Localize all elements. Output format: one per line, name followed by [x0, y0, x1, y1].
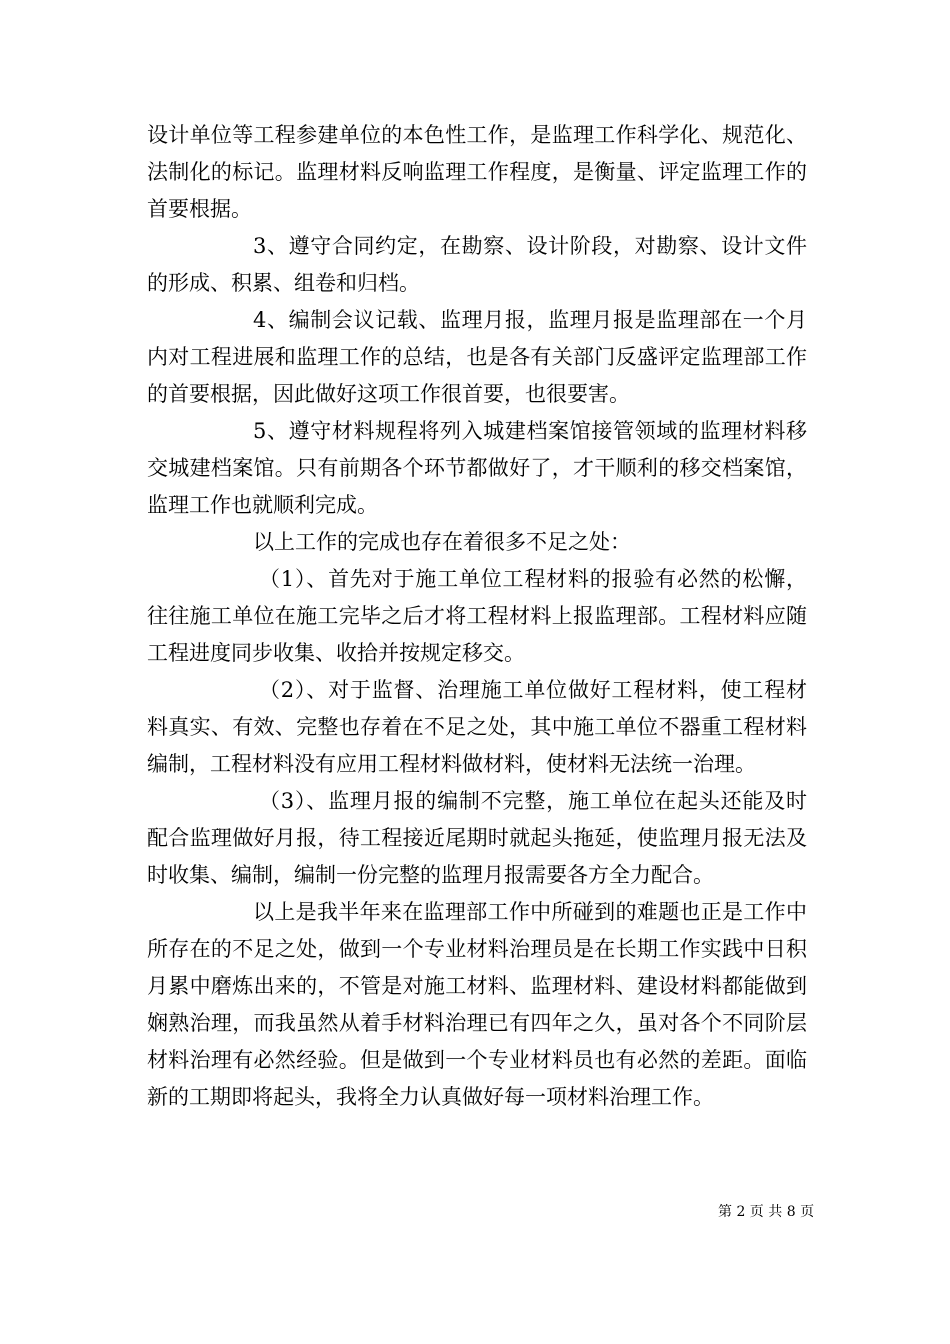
- paragraph-continuation: 设计单位等工程参建单位的本色性工作，是监理工作科学化、规范化、法制化的标记。监理材料反响监理工作程度，是衡量、评定监理工作的首要根据。: [147, 123, 807, 221]
- document-body: [147, 117, 807, 1116]
- paragraph-conclusion: 以上是我半年来在监理部工作中所碰到的难题也正是工作中所存在的不足之处，做到一个专业材料治理员是在长期工作实践中日积月累中磨炼出来的，不管是对施工材料、监理材料、建设材料都能做到娴熟治理，而我虽然从着手材料治理已有四年之久，虽对各个不同阶层材料治理有必然经验。但是做到一个专业材料员也有必然的差距。面临新的工期即将起头，我将全力认真做好每一项材料治理工作。: [147, 900, 807, 1109]
- paragraph-item-3: 3、遵守合同约定，在勘察、设计阶段，对勘察、设计文件的形成、积累、组卷和归档。: [147, 234, 807, 295]
- paragraph-shortcoming-1: （1）、首先对于施工单位工程材料的报验有必然的松懈，往往施工单位在施工完毕之后才将工程材料上报监理部。工程材料应随工程进度同步收集、收拾并按规定移交。: [147, 567, 807, 665]
- paragraph-item-4: 4、编制会议记载、监理月报，监理月报是监理部在一个月内对工程进展和监理工作的总结，也是各有关部门反盛评定监理部工作的首要根据，因此做好这项工作很首要，也很要害。: [147, 308, 807, 406]
- paragraph-shortcomings-intro: 以上工作的完成也存在着很多不足之处：: [253, 530, 631, 554]
- paragraph-shortcoming-2: （2）、对于监督、治理施工单位做好工程材料，使工程材料真实、有效、完整也存着在不足之处，其中施工单位不器重工程材料编制，工程材料没有应用工程材料做材料，使材料无法统一治理。: [147, 678, 807, 776]
- paragraph-item-5: 5、遵守材料规程将列入城建档案馆接管领域的监理材料移交城建档案馆。只有前期各个环节都做好了，才干顺利的移交档案馆，监理工作也就顺利完成。: [147, 419, 807, 517]
- page-number: 第 2 页 共 8 页: [718, 1204, 815, 1220]
- paragraph-shortcoming-3: （3）、监理月报的编制不完整，施工单位在起头还能及时配合监理做好月报，待工程接近尾期时就起头拖延，使监理月报无法及时收集、编制，编制一份完整的监理月报需要各方全力配合。: [147, 789, 807, 887]
